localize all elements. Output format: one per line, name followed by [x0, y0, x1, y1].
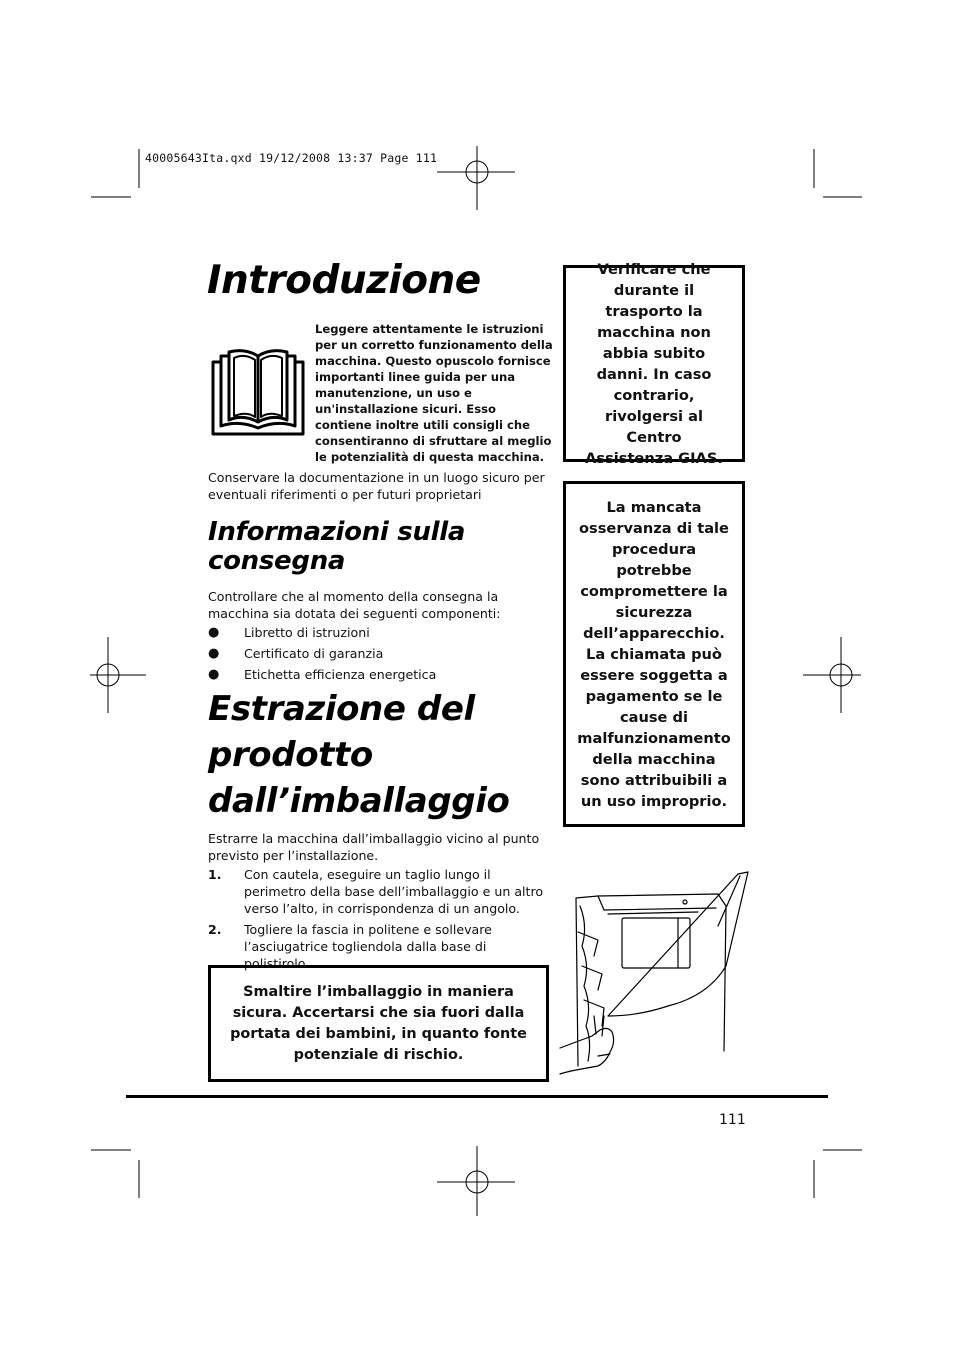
list-item: ● Etichetta efficienza energetica: [208, 667, 437, 682]
file-slug: 40005643Ita.qxd 19/12/2008 13:37 Page 111: [145, 151, 438, 165]
registration-mark-icon: [437, 1142, 517, 1222]
warning-box: La mancata osservanza di tale procedura potrebbe compromettere la sicurezza dell’apparecchio. La chiamata può essere soggetta a pagamento se le cause di malfunzionamento della macchina sono attribuibili a un uso improprio.: [563, 481, 745, 827]
registration-mark-icon: [437, 132, 517, 212]
list-item: 1. Con cautela, eseguire un taglio lungo il perimetro della base dell’imballaggio e un altro verso l’alto, in corrispondenza di un angolo.: [208, 867, 544, 916]
page-number: 111: [719, 1112, 746, 1128]
unpacking-steps: [208, 866, 553, 976]
list-item: 2. Togliere la fascia in politene e sollevare l’asciugatrice togliendola dalla base di polistirolo.: [208, 922, 492, 971]
registration-mark-icon: [803, 635, 883, 715]
bullet-icon: ●: [208, 667, 220, 682]
page-title: Introduzione: [207, 258, 481, 303]
keep-docs-text: Conservare la documentazione in un luogo sicuro per eventuali riferimenti o per futuri proprietari: [208, 470, 545, 502]
list-item: ● Libretto di istruzioni: [208, 625, 370, 640]
intro-notice: Leggere attentamente le istruzioni per un corretto funzionamento della macchina. Questo opuscolo fornisce importanti linee guida per una manutenzione, un uso e un'installazione sicuri. Esso contiene inoltre utili consigli che consentiranno di sfruttare al meglio le potenzialità di questa macchina.: [315, 322, 553, 464]
delivery-list: [208, 624, 553, 687]
section-heading-delivery: Informazioni sulla consegna: [208, 517, 466, 576]
delivery-intro: Controllare che al momento della consegna la macchina sia dotata dei seguenti componenti:: [208, 589, 501, 621]
footer-rule: [126, 1095, 828, 1098]
transport-check-box: Verificare che durante il trasporto la macchina non abbia subito danni. In caso contrario, rivolgersi al Centro Assistenza GIAS.: [563, 265, 745, 462]
disposal-box: Smaltire l’imballaggio in maniera sicura. Accertarsi che sia fuori dalla portata dei bambini, in quanto fonte potenziale di rischio.: [208, 965, 549, 1082]
unpacking-illustration: [558, 866, 758, 1081]
registration-mark-icon: [70, 635, 150, 715]
bullet-icon: ●: [208, 625, 220, 640]
open-book-icon: [211, 348, 307, 438]
section-heading-unpacking: Estrazione del prodotto dall’imballaggio: [208, 689, 510, 821]
list-item: ● Certificato di garanzia: [208, 646, 384, 661]
unpacking-intro: Estrarre la macchina dall’imballaggio vicino al punto previsto per l’installazione.: [208, 831, 540, 863]
bullet-icon: ●: [208, 646, 220, 661]
